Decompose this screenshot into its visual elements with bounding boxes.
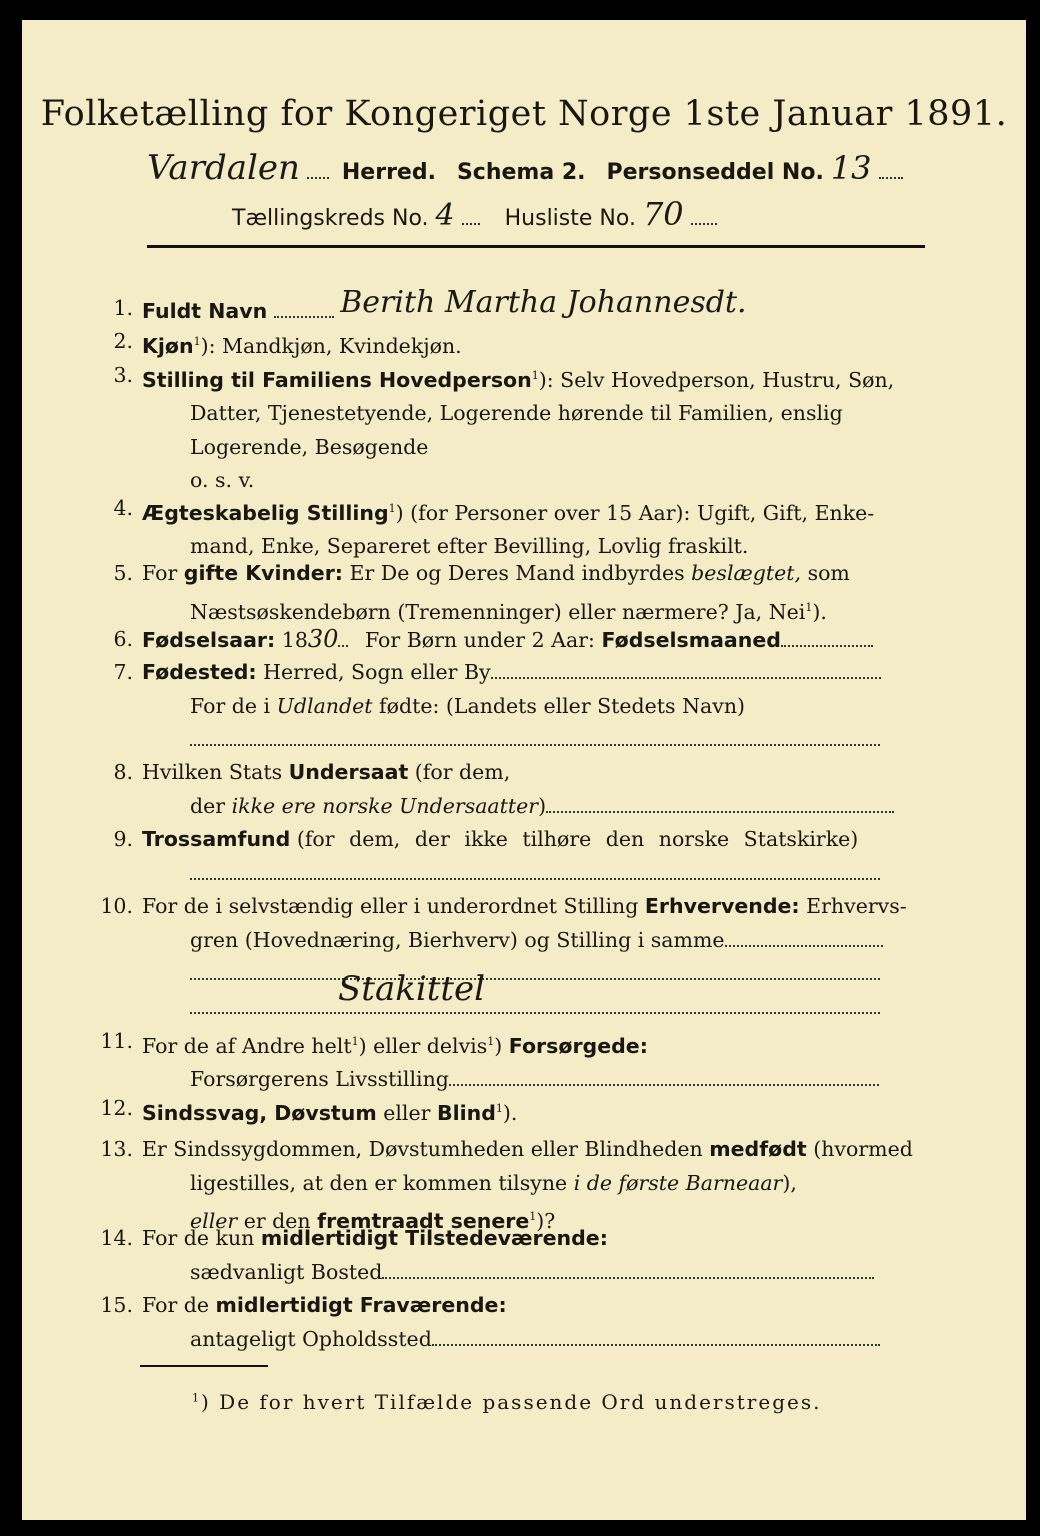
full-name-value: Berith Martha Johannesdt. [340, 285, 747, 320]
item-5: 5. For gifte Kvinder: Er De og Deres Mand indbyrdes beslægtet, som Næstsøskendebørn (Tremenninger) eller nærmere? Ja, Nei$^1$). [113, 561, 850, 624]
schema-label: Schema 2. [456, 160, 586, 185]
item-1: 1. Fuldt Navn Berith Martha Johannesdt. [113, 285, 747, 323]
kreds-line [232, 195, 717, 233]
item-9: 9. Trossamfund (for dem, der ikke tilhøre den norske Statskirke) [142, 823, 946, 890]
census-form [22, 20, 1026, 1520]
item-14: 14. For de kun midlertidigt Tilstedeværende: sædvanligt Bosted [142, 1222, 946, 1289]
item-15: 15. For de midlertidigt Fraværende: antageligt Opholdssted [142, 1289, 946, 1356]
personseddel-label: Personseddel No. [606, 160, 824, 185]
husliste-value: 70 [642, 195, 684, 233]
herred-line [147, 148, 903, 188]
personseddel-value: 13 [830, 149, 872, 187]
occupation-value: Stakittel [338, 968, 486, 1009]
footnote-rule [140, 1365, 268, 1367]
herred-label: Herred. [341, 160, 436, 185]
item-2: 2. Kjøn$^1$): Mandkjøn, Kvindekjøn. [113, 329, 462, 358]
item-8: 8. Hvilken Stats Undersaat (for dem, der ikke ere norske Undersaatter) [142, 756, 946, 823]
kreds-label: Tællingskreds No. [232, 206, 429, 231]
form-title: Folketælling for Kongeriget Norge 1ste Januar 1891. [40, 94, 1008, 134]
item-10: 10. For de i selvstændig eller i underordnet Stilling Erhvervende: Erhvervs- gren (Hovednæring, Bierhverv) og Stilling i samme Stakittel [142, 890, 946, 1024]
item-1-label: Fuldt Navn [142, 299, 268, 323]
item-12: 12. Sindssvag, Døvstum eller Blind$^1$). [100, 1096, 518, 1125]
item-11: 11. For de af Andre helt$^1$) eller delvis$^1$) Forsørgede: Forsørgerens Livsstilling [142, 1025, 946, 1097]
item-13: 13. Er Sindssygdommen, Døvstumheden eller Blindheden medfødt (hvormed ligestilles, at den er kommen tilsyne i de første Barneaar), eller er den fremtraadt senere$^1$)? [100, 1137, 913, 1233]
husliste-label: Husliste No. [504, 206, 636, 231]
item-7: 7. Fødested: Herred, Sogn eller By For de i Udlandet fødte: (Landets eller Stedets Navn) [142, 656, 946, 757]
header-rule [147, 245, 925, 248]
item-4: 4. Ægteskabelig Stilling$^1$) (for Personer over 15 Aar): Ugift, Gift, Enke- mand, Enke, Separeret efter Bevilling, Lovlig fraskilt. [113, 496, 875, 559]
item-3: 3. Stilling til Familiens Hovedperson$^1$): Selv Hovedperson, Hustru, Søn, Datter, Tjenestetyende, Logerende hørende til Familien, enslig Logerende, Besøgende o. s. v. [113, 363, 895, 493]
kreds-value: 4 [435, 198, 455, 233]
herred-value: Vardalen [147, 148, 300, 188]
footnote: $^1$) De for hvert Tilfælde passende Ord understreges. [192, 1390, 822, 1414]
item-6: 6. Fødselsaar: 1830 For Børn under 2 Aar: Fødselsmaaned [142, 623, 946, 658]
item-2-options: ): Mandkjøn, Kvindekjøn. [200, 333, 462, 358]
birth-year-value: 30 [307, 625, 339, 653]
